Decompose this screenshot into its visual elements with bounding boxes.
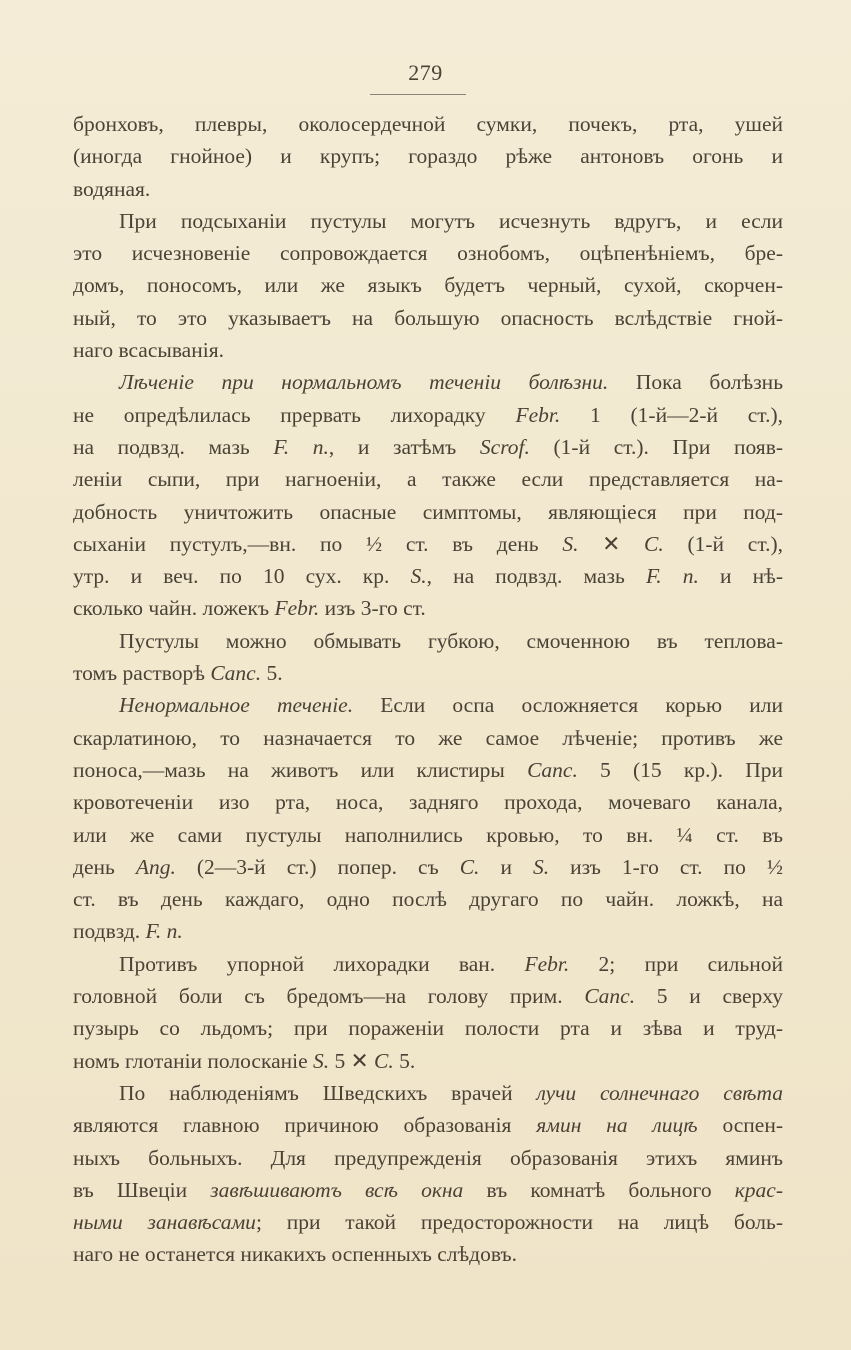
body-text [73,108,783,1271]
text-line: день Ang. (2—3-й ст.) попер. съ C. и S. изъ 1-го ст. по ½ [73,854,783,879]
page-number: 279 [408,60,443,85]
text-line: пузырь со льдомъ; при пораженіи полости рта и зѣва и труд- [73,1016,783,1041]
text-line: ными занавѣсами; при такой предосторожности на лицѣ боль- [73,1210,783,1235]
text-line: водяная. [73,176,151,201]
text-line: наго не останется никакихъ оспенныхъ слѣдовъ. [73,1242,517,1267]
text-line: При подсыханіи пустулы могутъ исчезнуть вдругъ, и если [119,208,783,233]
text-line: въ Швеціи завѣшиваютъ всѣ окна въ комнатѣ больного крас- [73,1177,783,1202]
text-line: утр. и веч. по 10 сух. кр. S., на подвзд. мазь F. n. и нѣ- [73,564,783,589]
text-line: поноса,—мазь на животъ или клистиры Canc. 5 (15 кр.). При [73,757,783,782]
text-line: не опредѣлилась прервать лихорадку Febr. 1 (1-й—2-й ст.), [73,402,783,427]
text-line: леніи сыпи, при нагноеніи, а также если представляется на- [73,467,783,492]
text-line: ст. въ день каждаго, одно послѣ другаго по чайн. ложкѣ, на [73,887,783,912]
text-line: По наблюденіямъ Шведскихъ врачей лучи солнечнаго свѣта [119,1080,783,1105]
text-line: домъ, поносомъ, или же языкъ будетъ черный, сухой, скорчен- [73,273,783,298]
text-line: наго всасыванія. [73,338,224,363]
text-line: на подвзд. мазь F. n., и затѣмъ Scrof. (1-й ст.). При появ- [73,434,784,459]
page-number-rule [370,94,466,95]
text-line: кровотеченіи изо рта, носа, задняго прохода, мочеваго канала, [73,790,783,815]
text-line: ный, то это указываетъ на большую опасность вслѣдствіе гной- [73,305,783,330]
text-line: номъ глотаніи полосканіе S. 5 ✕ C. 5. [73,1048,416,1073]
text-line: Ненормальное теченіе. Если оспа осложняется корью или [119,693,783,718]
text-line: скарлатиною, то назначается то же самое лѣченіе; противъ же [73,725,783,750]
text-line: Противъ упорной лихорадки ван. Febr. 2; при сильной [119,951,783,976]
text-line: это исчезновеніе сопровождается ознобомъ, оцѣпенѣніемъ, бре- [73,241,783,266]
text-line: ныхъ больныхъ. Для предупрежденія образованія этихъ яминъ [73,1145,783,1170]
text-line: Лѣченіе при нормальномъ теченіи болѣзни. Пока болѣзнь [119,370,783,395]
text-line: сколько чайн. ложекъ Febr. изъ 3-го ст. [73,596,426,621]
text-line: добность уничтожить опасные симптомы, являющіеся при под- [73,499,783,524]
text-line: сыханіи пустулъ,—вн. по ½ ст. въ день S. ✕ C. (1-й ст.), [73,531,784,556]
text-line: (иногда гнойное) и крупъ; гораздо рѣже антоновъ огонь и [73,144,783,169]
text-line: Пустулы можно обмывать губкою, смоченною въ теплова- [119,628,783,653]
text-line: подвзд. F. n. [73,919,183,944]
text-line: головной боли съ бредомъ—на голову прим. Canc. 5 и сверху [73,984,783,1009]
text-line: или же сами пустулы наполнились кровью, то вн. ¼ ст. въ [73,822,783,847]
text-line: бронховъ, плевры, околосердечной сумки, почекъ, рта, ушей [73,112,783,136]
text-line: являются главною причиною образованія ямин на лицѣ оспен- [73,1113,783,1138]
text-line: томъ растворѣ Canc. 5. [73,661,283,686]
